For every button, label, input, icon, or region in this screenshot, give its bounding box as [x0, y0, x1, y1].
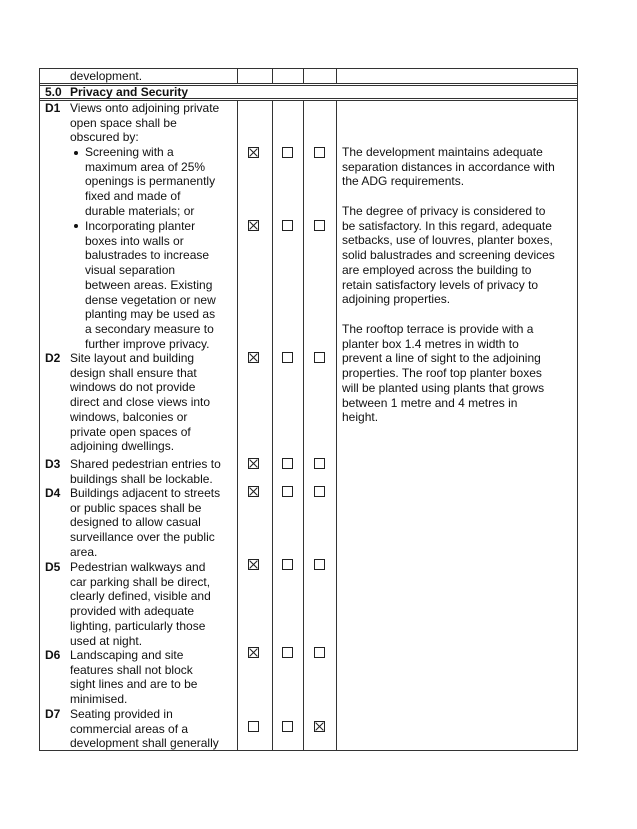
d1-bullet1-line: durable materials; or [85, 203, 195, 218]
d1-bullet1-line: openings is permanently [85, 174, 216, 189]
comment-line: the ADG requirements. [342, 174, 465, 189]
column-divider [303, 100, 304, 751]
column-divider [336, 100, 337, 751]
checkbox-d1-bullet1-col1[interactable] [248, 147, 259, 158]
row-code-d4: D4 [45, 486, 61, 500]
checkbox-d7-col2[interactable] [282, 721, 293, 732]
d2-text [70, 351, 232, 454]
d3-line: Shared pedestrian entries to [70, 457, 221, 471]
row-code-d6: D6 [45, 648, 61, 662]
d2-line: adjoining dwellings. [70, 439, 175, 454]
checkbox-d3-col2[interactable] [282, 458, 293, 469]
comment-paragraph-1 [342, 145, 572, 189]
d2-line: direct and close views into [70, 395, 211, 410]
d2-line: Site layout and building [70, 351, 195, 365]
column-divider [272, 68, 273, 84]
d5-line: car parking shall be direct, [70, 574, 211, 589]
checkbox-d6-col2[interactable] [282, 647, 293, 658]
row-code-d5: D5 [45, 560, 61, 574]
comment-line: The development maintains adequate [342, 145, 543, 159]
row-code-d1: D1 [45, 101, 61, 115]
comment-line: properties. The roof top planter boxes [342, 366, 542, 381]
d1-bullet2-line: planting may be used as [85, 307, 216, 322]
checkbox-d1-bullet2-col2[interactable] [282, 220, 293, 231]
d1-bullet2-line: boxes into walls or [85, 233, 184, 248]
d5-line: used at night. [70, 633, 143, 648]
checkbox-d4-col2[interactable] [282, 486, 293, 497]
d7-line: commercial areas of a [70, 721, 189, 736]
d4-line: Buildings adjacent to streets [70, 486, 221, 500]
d1-bullet2-line: visual separation [85, 263, 176, 278]
comment-line: be satisfactory. In this regard, adequate [342, 218, 552, 233]
d2-line: design shall ensure that [70, 365, 197, 380]
d1-bullet1-line: Screening with a [85, 145, 174, 159]
comment-line: planter box 1.4 metres in width to [342, 336, 519, 351]
d2-line: windows do not provide [70, 380, 196, 395]
comment-paragraph-3 [342, 322, 572, 425]
checkbox-d1-bullet2-col1[interactable] [248, 220, 259, 231]
comment-line: The degree of privacy is considered to [342, 204, 546, 218]
checkbox-d6-col1[interactable] [248, 647, 259, 658]
table-right-border [577, 68, 578, 751]
d1-intro-line: obscured by: [70, 130, 139, 145]
d6-line: Landscaping and site [70, 648, 184, 662]
bullet-icon [74, 151, 78, 155]
comment-line: The rooftop terrace is provide with a [342, 322, 534, 336]
checkbox-d5-col3[interactable] [314, 559, 325, 570]
d6-line: sight lines and are to be [70, 677, 198, 692]
comment-line: solid balustrades and screening devices [342, 248, 555, 263]
d7-text [70, 707, 232, 751]
comment-line: will be planted using plants that grows [342, 380, 545, 395]
column-divider [237, 100, 238, 751]
d7-line: development shall generally [70, 736, 219, 751]
checkbox-d1-bullet1-col3[interactable] [314, 147, 325, 158]
d2-line: windows, balconies or [70, 409, 188, 424]
d1-intro-line: open space shall be [70, 115, 177, 130]
comment-line: prevent a line of sight to the adjoining [342, 351, 541, 366]
comment-line: are employed across the building to [342, 262, 532, 277]
checkbox-d7-col1[interactable] [248, 721, 259, 732]
d3-text [70, 457, 232, 486]
checkbox-d1-bullet1-col2[interactable] [282, 147, 293, 158]
d1-bullet2-line: dense vegetation or new [85, 292, 216, 307]
d6-line: minimised. [70, 692, 128, 707]
d5-text [70, 560, 232, 648]
d1-bullet2-line: Incorporating planter [85, 219, 196, 233]
d3-line: buildings shall be lockable. [70, 471, 213, 486]
section-title: Privacy and Security [70, 85, 189, 99]
checkbox-d2-col3[interactable] [314, 352, 325, 363]
checkbox-d5-col1[interactable] [248, 559, 259, 570]
d6-text [70, 648, 232, 707]
d2-line: private open spaces of [70, 424, 191, 439]
d1-bullet2-line: a secondary measure to [85, 321, 214, 336]
row-code-d2: D2 [45, 351, 61, 365]
d1-bullet1-line: maximum area of 25% [85, 159, 206, 174]
d4-line: designed to allow casual [70, 515, 201, 530]
checkbox-d3-col3[interactable] [314, 458, 325, 469]
column-divider [272, 100, 273, 751]
row-code-d7: D7 [45, 707, 61, 721]
checkbox-d1-bullet2-col3[interactable] [314, 220, 325, 231]
d1-intro-line: Views onto adjoining private [70, 101, 220, 115]
d1-bullet2-line: between areas. Existing [85, 277, 213, 292]
d4-line: area. [70, 544, 98, 559]
comment-line: adjoining properties. [342, 292, 451, 307]
row-code-d3: D3 [45, 457, 61, 471]
bullet-icon [74, 224, 78, 228]
checkbox-d5-col2[interactable] [282, 559, 293, 570]
column-divider [237, 68, 238, 84]
d6-line: features shall not block [70, 662, 193, 677]
checkbox-d4-col3[interactable] [314, 486, 325, 497]
comment-line: separation distances in accordance with [342, 159, 555, 174]
d4-line: or public spaces shall be [70, 500, 202, 515]
comment-line: height. [342, 410, 379, 425]
checkbox-d2-col1[interactable] [248, 352, 259, 363]
d5-line: clearly defined, visible and [70, 589, 211, 604]
column-divider [303, 68, 304, 84]
d1-bullet2-line: further improve privacy. [85, 336, 210, 351]
d4-line: surveillance over the public [70, 530, 215, 545]
table-left-border [39, 68, 40, 751]
d1-bullet2-line: balustrades to increase [85, 248, 210, 263]
d1-intro [70, 101, 232, 145]
continued-text: development. [70, 69, 143, 83]
d1-bullet1 [85, 145, 232, 219]
comment-paragraph-2 [342, 204, 572, 307]
comment-line: setbacks, use of louvres, planter boxes, [342, 233, 553, 248]
checkbox-d3-col1[interactable] [248, 458, 259, 469]
checkbox-d2-col2[interactable] [282, 352, 293, 363]
checkbox-d6-col3[interactable] [314, 647, 325, 658]
d1-bullet1-line: fixed and made of [85, 189, 181, 204]
checkbox-d7-col3[interactable] [314, 721, 325, 732]
d7-line: Seating provided in [70, 707, 173, 721]
d5-line: provided with adequate [70, 604, 195, 619]
d5-line: lighting, particularly those [70, 618, 206, 633]
comment-line: between 1 metre and 4 metres in [342, 395, 518, 410]
column-divider [336, 68, 337, 84]
comment-line: retain satisfactory levels of privacy to [342, 277, 539, 292]
checkbox-d4-col1[interactable] [248, 486, 259, 497]
d4-text [70, 486, 232, 560]
d1-bullet2 [85, 219, 232, 351]
section-number: 5.0 [45, 85, 62, 99]
d5-line: Pedestrian walkways and [70, 560, 206, 574]
